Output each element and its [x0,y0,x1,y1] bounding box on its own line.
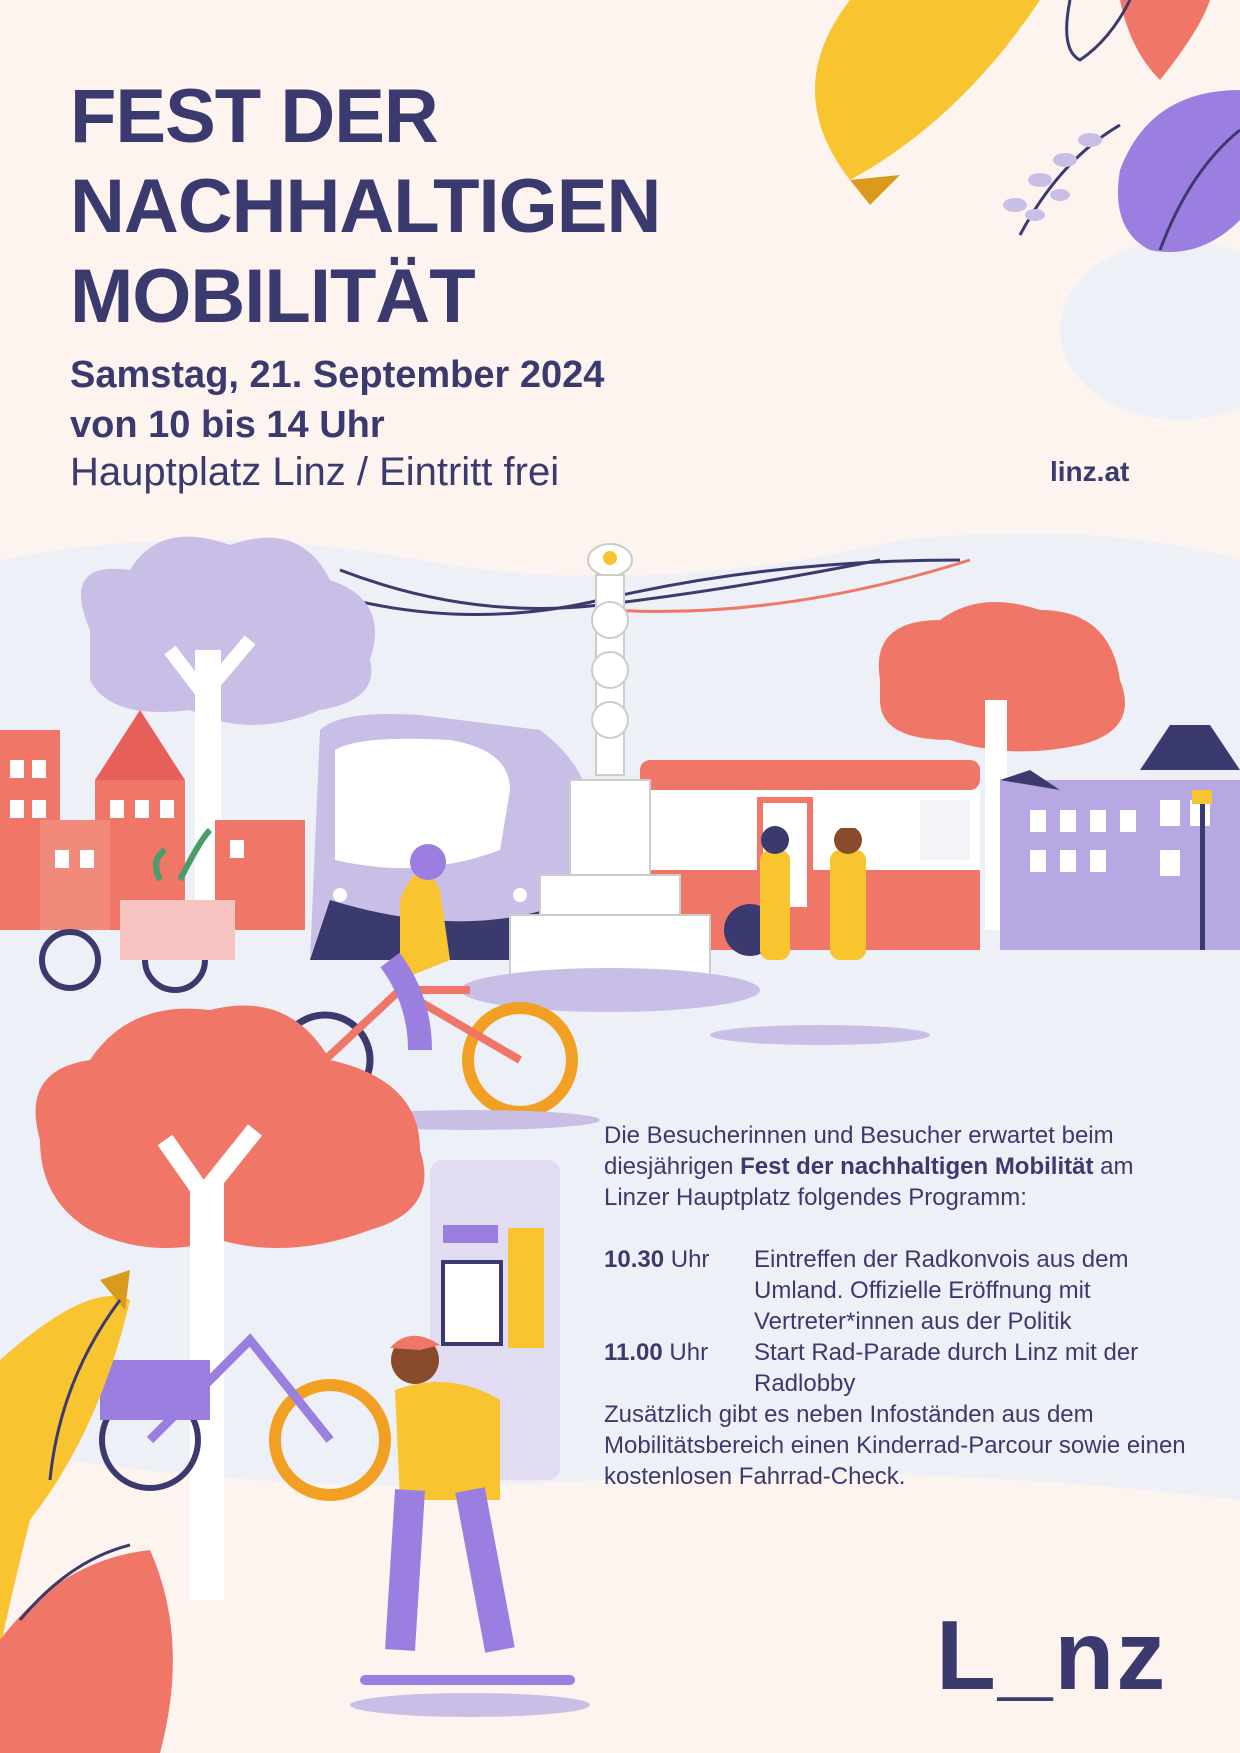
event-location: Hauptplatz Linz / Eintritt frei [70,450,560,494]
leaf-stroke-top [1067,0,1130,60]
schedule-description: Start Rad-Parade durch Linz mit der Radlobby [754,1339,1139,1397]
event-time: von 10 bis 14 Uhr [70,404,385,446]
background-blob-right [1060,240,1240,420]
schedule-time [604,1337,754,1399]
decor-dot [106,1041,124,1059]
program-extra: Zusätzlich gibt es neben Infoständen aus dem Mobilitätsbereich einen Kinderrad-Parcour sowie einen kostenlosen Fahrrad-Check. [604,1401,1186,1490]
program-info [604,1120,1194,1492]
linz-logo: L_nz [936,1600,1168,1710]
yellow-leaf [815,0,1040,180]
decor-dot [135,573,149,587]
title-line-1: FEST DER [70,74,438,159]
intro-text-start: Die Besucherinnen und Besucher erwartet beim diesjährigen [604,1122,1114,1180]
schedule-item [604,1244,1194,1337]
event-title [70,72,660,342]
title-line-3: MOBILITÄT [70,254,475,339]
intro-text-end: am Linzer Hauptplatz folgendes Programm: [604,1153,1134,1211]
intro-text-highlight: Fest der nachhaltigen Mobilität [740,1153,1094,1180]
coral-leaf [0,1550,173,1753]
website-link[interactable]: linz.at [1050,456,1130,487]
schedule-time-unit: Uhr [662,1339,709,1366]
sprig-leaves [1003,133,1102,221]
schedule-description: Eintreffen der Radkonvois aus dem Umland. Offizielle Eröffnung mit Vertreter*innen aus der Politik [754,1246,1129,1335]
schedule-item [604,1337,1194,1399]
yellow-leaf-tip [850,175,900,205]
event-date: Samstag, 21. September 2024 [70,354,605,396]
program-intro [604,1120,1194,1213]
schedule-time [604,1244,754,1337]
title-line-2: NACHHALTIGEN [70,164,661,249]
coral-leaf [1120,0,1210,80]
purple-leaf [1118,90,1240,252]
schedule-time-value: 11.00 [604,1339,663,1366]
schedule-time-unit: Uhr [664,1246,710,1273]
schedule-time-value: 10.30 [604,1246,665,1273]
program-schedule [604,1244,1194,1399]
monument-star [603,551,617,565]
